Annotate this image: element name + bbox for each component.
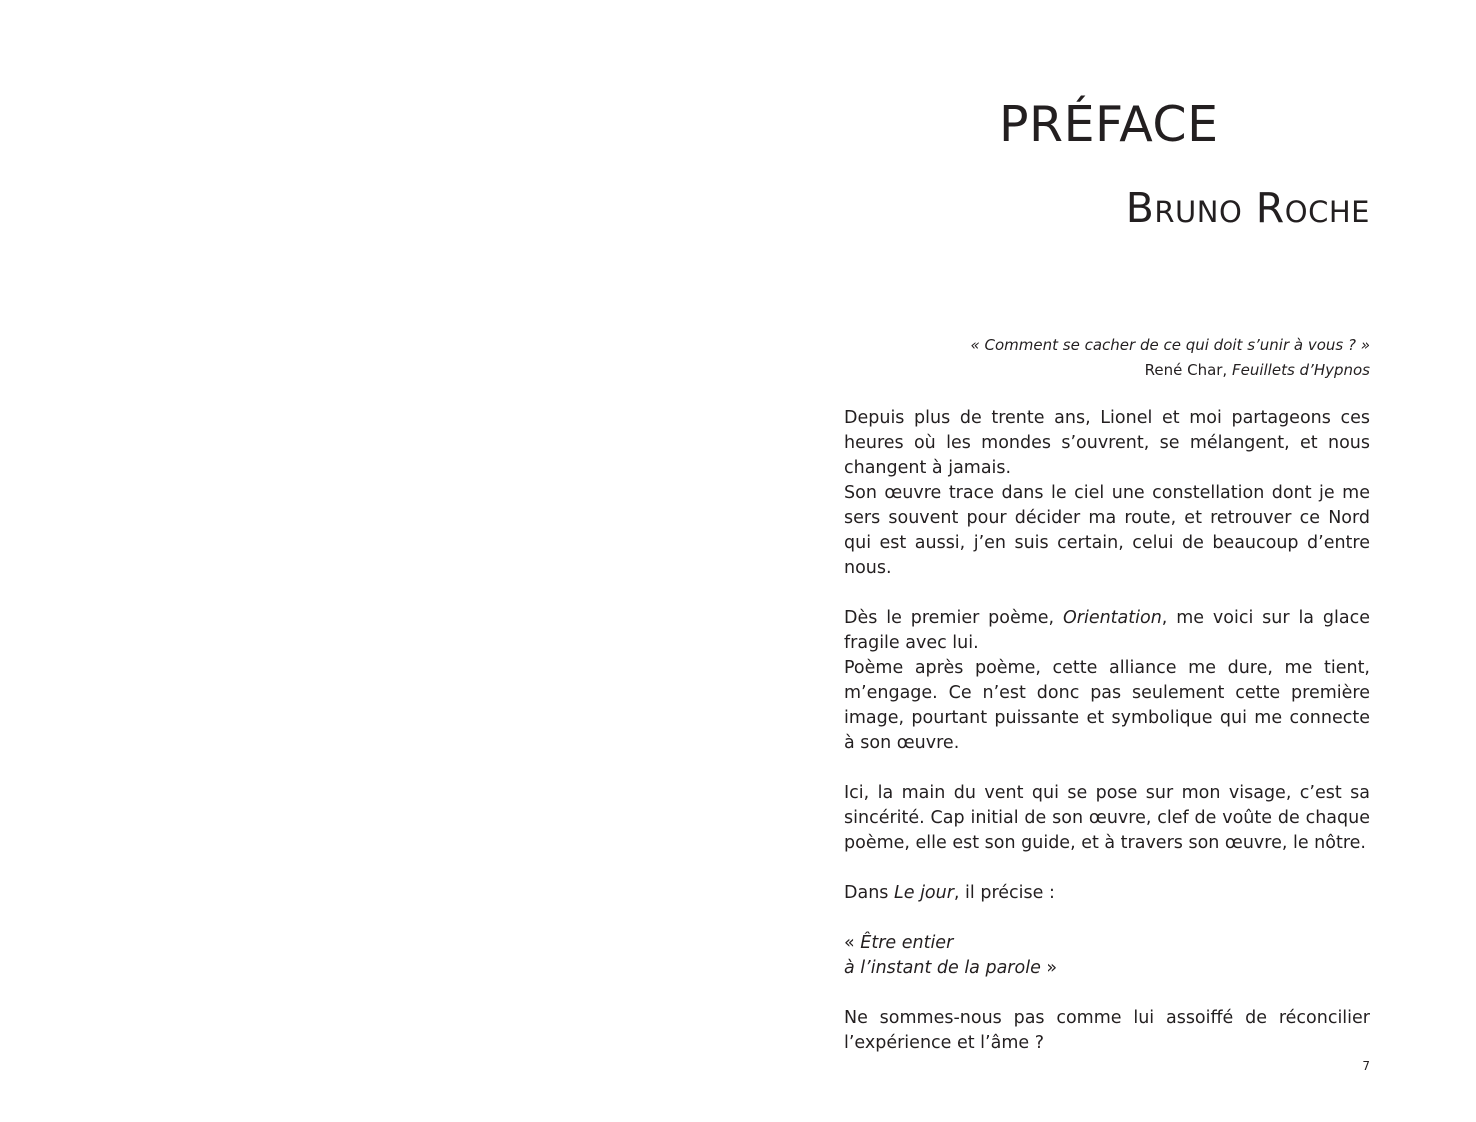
verse-line	[844, 956, 1370, 981]
text-run: , il précise :	[953, 883, 1055, 903]
verse-line	[844, 931, 1370, 956]
page-title: PRÉFACE	[999, 96, 1219, 153]
verse-quote	[844, 931, 1370, 981]
preface-page	[738, 0, 1476, 1122]
poem-title-orientation: Orientation	[1062, 608, 1162, 628]
preface-body	[844, 406, 1370, 1081]
epigraph-attribution	[850, 358, 1370, 383]
paragraph-text: Ne sommes-nous pas comme lui assoiffé de réconcilier l’expérience et l’âme ?	[844, 1008, 1370, 1053]
paragraph-text: Ici, la main du vent qui se pose sur mon visage, c’est sa sincérité. Cap initial de son œuvre, clef de voûte de chaque poème, elle est son guide, et à travers son œuvre, le nôtre.	[844, 783, 1370, 853]
paragraph	[844, 881, 1370, 906]
paragraph-text: Depuis plus de trente ans, Lionel et moi partageons ces heures où les mondes s’ouvrent, se mélangent, et nous changent à jamais.	[844, 408, 1370, 478]
page-number: 7	[1362, 1059, 1370, 1073]
paragraph-text: Poème après poème, cette alliance me dure, me tient, m’engage. Ce n’est donc pas seulement cette première image, pourtant puissante et symbolique qui me connecte à son œuvre.	[844, 658, 1370, 753]
quote-mark: »	[1040, 958, 1058, 978]
text-run: Dès le premier poème,	[844, 608, 1063, 628]
text-run: , me voici sur la glace fragile avec lui.	[844, 608, 1370, 653]
poem-title-le-jour: Le jour	[893, 883, 954, 903]
epigraph-work: Feuillets d’Hypnos	[1231, 361, 1370, 379]
text-run: Dans	[844, 883, 894, 903]
verse-text: à l’instant de la parole	[844, 958, 1041, 978]
paragraph	[844, 1006, 1370, 1056]
epigraph	[850, 333, 1370, 383]
quote-mark: «	[844, 933, 861, 953]
epigraph-quote: « Comment se cacher de ce qui doit s’unir à vous ? »	[970, 336, 1370, 354]
paragraph	[844, 781, 1370, 856]
paragraph	[844, 406, 1370, 581]
verse-text: Être entier	[860, 933, 954, 953]
paragraph-text	[844, 606, 1370, 656]
epigraph-author: René Char,	[1144, 361, 1232, 379]
paragraph-text: Son œuvre trace dans le ciel une constellation dont je me sers souvent pour décider ma route, et retrouver ce Nord qui est aussi, j’en suis certain, celui de beaucoup d’entre nous.	[844, 483, 1370, 578]
author-name: Bruno Roche	[1125, 184, 1370, 232]
paragraph	[844, 606, 1370, 756]
